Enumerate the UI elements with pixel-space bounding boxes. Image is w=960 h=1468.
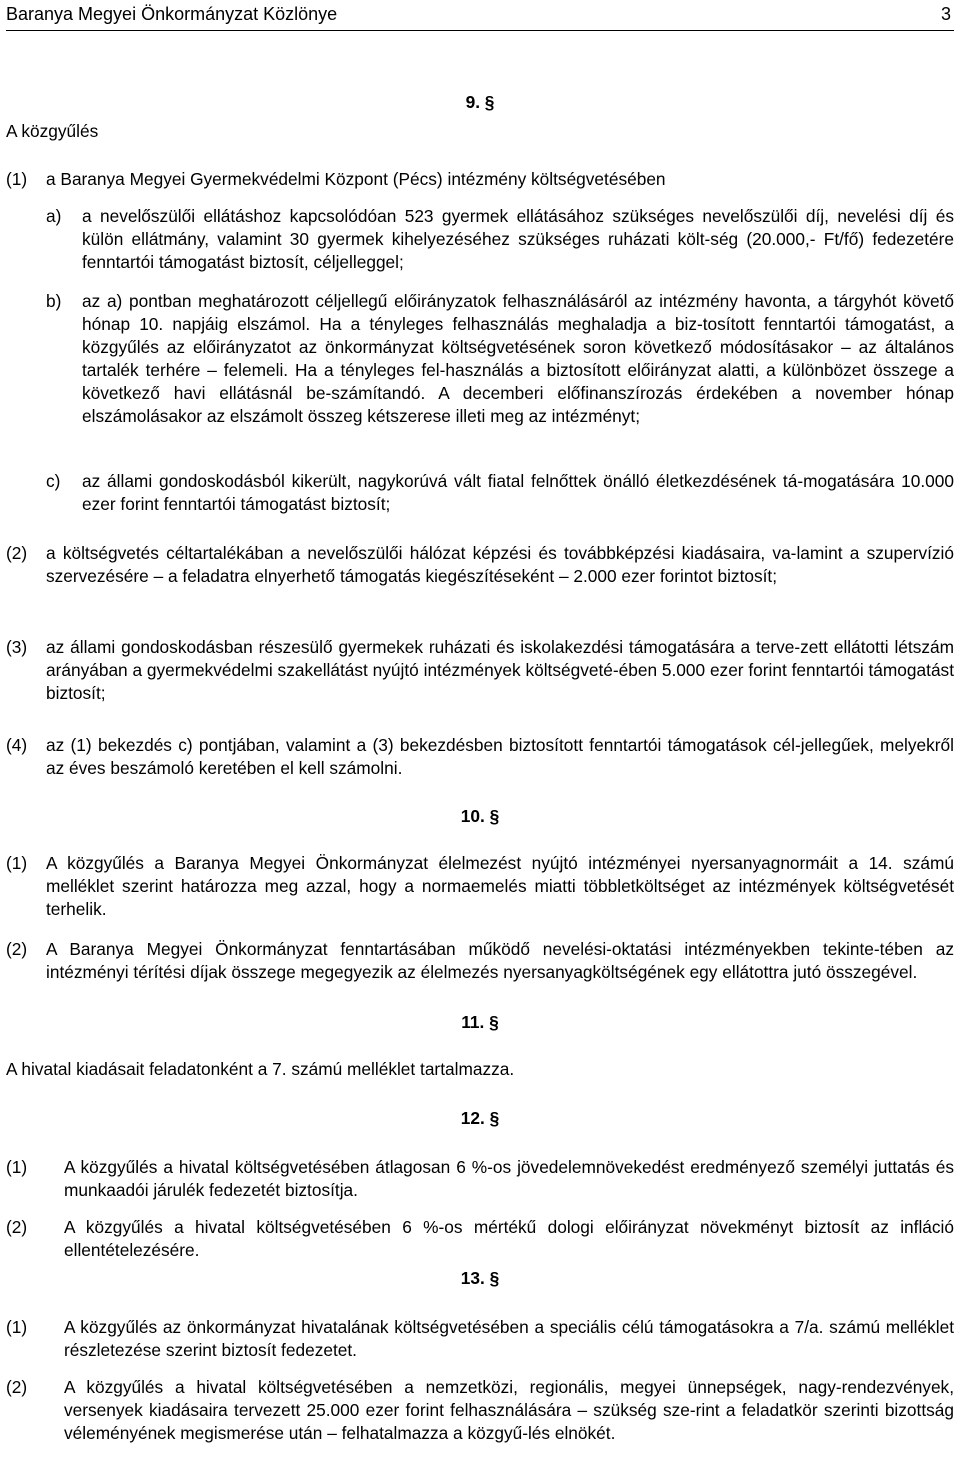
s9-point-a: [46, 205, 954, 274]
paragraph-text: A közgyűlés a hivatal költségvetésében 6 %-os mértékű dologi előirányzat növekményt biztosít az infláció ellentételezésére.: [64, 1217, 954, 1260]
paragraph-text: az (1) bekezdés c) pontjában, valamint a (3) bekezdésben biztosított fenntartói támogatások cél-jellegűek, melyekről az éves beszámoló keretében el kell számolni.: [46, 735, 954, 778]
page-number: 3: [940, 4, 951, 24]
section-9-intro: A közgyűlés: [6, 121, 99, 141]
s9-paragraph-3: [6, 636, 954, 705]
s9-paragraph-4: [6, 734, 954, 780]
s10-paragraph-1: [6, 852, 954, 921]
publication-title: Baranya Megyei Önkormányzat Közlönye: [6, 4, 338, 24]
section-9-heading: 9. §: [465, 92, 495, 112]
paragraph-number: (1): [6, 853, 28, 873]
paragraph-number: (1): [6, 169, 28, 189]
paragraph-number: (2): [6, 939, 28, 959]
paragraph-number: (4): [6, 735, 28, 755]
paragraph-text: A közgyűlés a hivatal költségvetésében átlagosan 6 %-os jövedelemnövekedést eredményező személyi juttatás és munkaadói járulék fedezetét biztosítja.: [64, 1157, 954, 1200]
point-label: a): [46, 206, 62, 226]
point-text: az állami gondoskodásból kikerült, nagykorúvá vált fiatal felnőttek önálló életkezdésének tá-mogatására 10.000 ezer forint fenntartói támogatást biztosít;: [82, 471, 954, 514]
paragraph-text: A közgyűlés a hivatal költségvetésében a nemzetközi, regionális, megyei ünnepségek, nagy-rendezvények, versenyek kiadásaira tervezett 25.000 ezer forint felhasználására – szükség sze-rint a feladatkör szerinti bizottság véleményének megismerése után – felhatalmazza a közgyű-lés elnökét.: [64, 1377, 954, 1443]
paragraph-number: (2): [6, 1217, 28, 1237]
paragraph-number: (3): [6, 637, 28, 657]
s12-paragraph-2: [6, 1216, 954, 1262]
paragraph-number: (2): [6, 543, 28, 563]
s10-paragraph-2: [6, 938, 954, 984]
s9-point-b: [46, 290, 954, 428]
point-text: a nevelőszülői ellátáshoz kapcsolódóan 523 gyermek ellátásához szükséges nevelőszülői díj, nevelési díj és külön ellátmány, valamint 30 gyermek kihelyezéséhez szükséges ruházati költ-ség (20.000,- Ft/fő) fedezetére fenntartói támogatást biztosít, céljelleggel;: [82, 206, 954, 272]
section-11-text: A hivatal kiadásait feladatonként a 7. számú melléklet tartalmazza.: [6, 1059, 515, 1079]
paragraph-number: (1): [6, 1157, 28, 1177]
page-header: [6, 4, 954, 31]
point-label: c): [46, 471, 61, 491]
section-12-heading: 12. §: [460, 1108, 500, 1128]
point-label: b): [46, 291, 62, 311]
s12-paragraph-1: [6, 1156, 954, 1202]
section-10-heading: 10. §: [460, 806, 500, 826]
paragraph-text: a költségvetés céltartalékában a nevelőszülői hálózat képzési és továbbképzési kiadásaira, va-lamint a szupervízió szervezésére – a feladatra elnyerhető támogatás kiegészítéseként – 2.000 ezer forintot biztosít;: [46, 543, 954, 586]
paragraph-number: (2): [6, 1377, 28, 1397]
paragraph-text: A közgyűlés az önkormányzat hivatalának költségvetésében a speciális célú támogatásokra a 7/a. számú melléklet részletezése szerint biztosít fedezetet.: [64, 1317, 954, 1360]
s9-paragraph-2: [6, 542, 954, 588]
s13-paragraph-2: [6, 1376, 954, 1445]
section-13-heading: 13. §: [460, 1268, 500, 1288]
paragraph-text: A Baranya Megyei Önkormányzat fenntartásában működő nevelési-oktatási intézményekben tekinte-tében az intézményi térítési díjak összege megegyezik az élelmezés nyersanyagköltségének egy ellátottra jutó összegével.: [46, 939, 954, 982]
point-text: az a) pontban meghatározott céljellegű előirányzatok felhasználásáról az intézmény havonta, a tárgyhót követő hónap 10. napjáig elszámol. Ha a tényleges felhasználás meghaladja a biz-tosított fenntartói támogatást, a közgyűlés az előirányzatot az önkormányzat költségvetésének soron következő módosításakor – az általános tartalék terhére – felemeli. Ha a tényleges fel-használás a biztosított előirányzat alatti, a különbözet összege a következő havi ellátásnál be-számítandó. A decemberi előfinanszírozás érdekében a november hónap elszámolásakor az elszámolt összeg kétszerese illeti meg az intézményt;: [82, 291, 954, 426]
paragraph-text: A közgyűlés a Baranya Megyei Önkormányzat élelmezést nyújtó intézményei nyersanyagnormáit a 14. számú melléklet szerint határozza meg azzal, hogy a normaemelés miatti többletköltséget az intézmények költségvetését terhelik.: [46, 853, 954, 919]
paragraph-text: a Baranya Megyei Gyermekvédelmi Központ (Pécs) intézmény költségvetésében: [46, 169, 666, 189]
s9-point-c: [46, 470, 954, 516]
s13-paragraph-1: [6, 1316, 954, 1362]
paragraph-text: az állami gondoskodásban részesülő gyermekek ruházati és iskolakezdési támogatására a terve-zett ellátotti létszám arányában a gyermekvédelmi szakellátást nyújtó intézmények költségveté-ében 5.000 ezer forint fenntartói támogatást biztosít;: [46, 637, 954, 703]
paragraph-number: (1): [6, 1317, 28, 1337]
section-11-heading: 11. §: [461, 1012, 499, 1032]
